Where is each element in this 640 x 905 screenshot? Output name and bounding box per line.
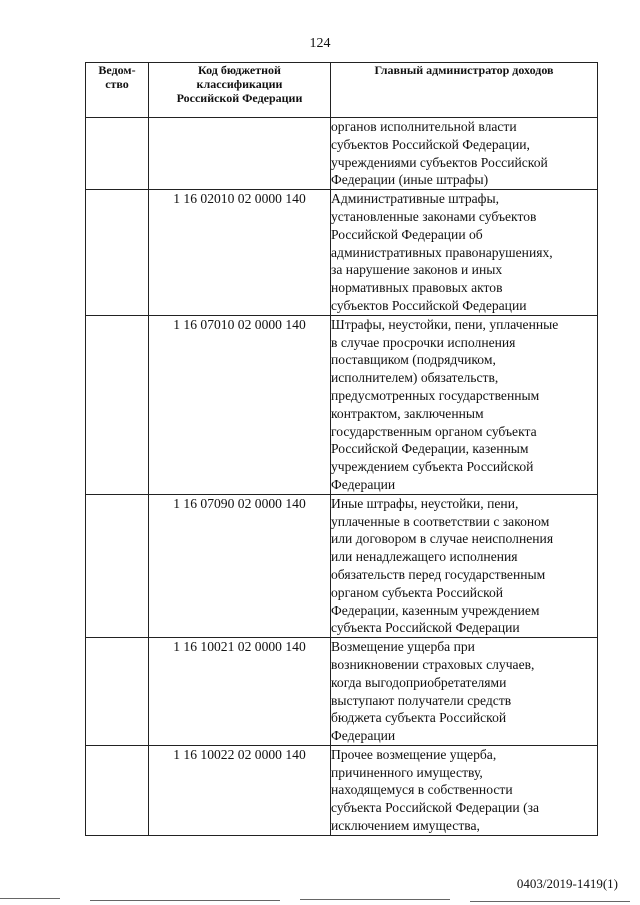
description-line: или договором в случае неисполнения xyxy=(331,531,554,547)
table-body xyxy=(86,118,598,836)
page-number: 124 xyxy=(309,36,331,51)
description-line: Прочее возмещение ущерба, xyxy=(331,746,497,762)
revenue-description-cell xyxy=(331,118,598,190)
header-budget-code xyxy=(149,63,331,118)
header-department-line: ство xyxy=(105,77,129,91)
header-revenue-administrator xyxy=(331,63,598,118)
description-line: учреждениями субъектов Российской xyxy=(331,154,548,170)
description-line: Федерации xyxy=(331,476,396,492)
description-line: Российской Федерации об xyxy=(331,226,483,242)
revenue-description-cell xyxy=(331,315,598,494)
header-department-line: Ведом- xyxy=(98,63,136,77)
revenue-description-cell xyxy=(331,190,598,316)
scan-artifacts xyxy=(0,896,640,905)
description-line: возникновении страховых случаев, xyxy=(331,656,535,672)
description-line: органом субъекта Российской xyxy=(331,584,504,600)
header-budget-code-line: классификации xyxy=(196,77,283,91)
description-line: Российской Федерации, казенным xyxy=(331,441,529,457)
department-cell xyxy=(86,315,149,494)
description-line: субъекта Российской Федерации xyxy=(331,620,520,636)
table-row xyxy=(86,745,598,835)
description-line: Административные штрафы, xyxy=(331,191,499,207)
budget-code-cell: 1 16 02010 02 0000 140 xyxy=(149,190,331,316)
description-line: бюджета субъекта Российской xyxy=(331,710,507,726)
description-line: Штрафы, неустойки, пени, уплаченные xyxy=(331,316,559,332)
scan-speck xyxy=(300,899,450,900)
department-cell xyxy=(86,494,149,637)
table-header xyxy=(86,63,598,118)
description-line: когда выгодоприобретателями xyxy=(331,674,507,690)
description-line: учреждением субъекта Российской xyxy=(331,459,534,475)
table-row xyxy=(86,118,598,190)
description-line: находящемуся в собственности xyxy=(331,782,513,798)
description-line: административных правонарушениях, xyxy=(331,244,553,260)
description-line: исполнителем) обязательств, xyxy=(331,370,499,386)
description-line: Иные штрафы, неустойки, пени, xyxy=(331,495,519,511)
header-budget-code-line: Российской Федерации xyxy=(176,91,303,105)
budget-code-cell: 1 16 07090 02 0000 140 xyxy=(149,494,331,637)
header-revenue-administrator-line: Главный администратор доходов xyxy=(374,63,554,77)
table-row xyxy=(86,494,598,637)
table-row xyxy=(86,638,598,746)
department-cell xyxy=(86,638,149,746)
description-line: Федерации, казенным учреждением xyxy=(331,602,540,618)
description-line: Возмещение ущерба при xyxy=(331,639,475,655)
description-line: выступают получатели средств xyxy=(331,692,512,708)
description-line: исключением имущества, xyxy=(331,818,480,834)
budget-code-cell: 1 16 10021 02 0000 140 xyxy=(149,638,331,746)
header-department xyxy=(86,63,149,118)
scan-speck xyxy=(0,898,60,899)
budget-code-cell: 1 16 10022 02 0000 140 xyxy=(149,745,331,835)
revenue-description-cell xyxy=(331,494,598,637)
description-line: причиненного имуществу, xyxy=(331,764,483,780)
description-line: обязательств перед государственным xyxy=(331,566,546,582)
description-line: предусмотренных государственным xyxy=(331,387,540,403)
description-line: Федерации xyxy=(331,728,396,744)
description-line: уплаченные в соответствии с законом xyxy=(331,513,550,529)
description-line: нормативных правовых актов xyxy=(331,280,503,296)
table-row xyxy=(86,190,598,316)
description-line: органов исполнительной власти xyxy=(331,119,517,134)
revenue-description-cell xyxy=(331,638,598,746)
table-row xyxy=(86,315,598,494)
document-footer-code: 0403/2019-1419(1) xyxy=(516,876,618,891)
budget-classification-table xyxy=(85,62,598,836)
description-line: субъектов Российской Федерации xyxy=(331,297,527,313)
department-cell xyxy=(86,745,149,835)
description-line: в случае просрочки исполнения xyxy=(331,334,516,350)
department-cell xyxy=(86,190,149,316)
description-line: за нарушение законов и иных xyxy=(331,262,503,278)
description-line: государственным органом субъекта xyxy=(331,423,537,439)
department-cell xyxy=(86,118,149,190)
revenue-description-cell xyxy=(331,745,598,835)
description-line: субъекта Российской Федерации (за xyxy=(331,800,539,816)
header-budget-code-line: Код бюджетной xyxy=(198,63,281,77)
budget-code-cell: 1 16 07010 02 0000 140 xyxy=(149,315,331,494)
description-line: Федерации (иные штрафы) xyxy=(331,172,489,188)
description-line: поставщиком (подрядчиком, xyxy=(331,352,496,368)
scan-speck xyxy=(470,901,630,902)
budget-code-cell xyxy=(149,118,331,190)
description-line: или ненадлежащего исполнения xyxy=(331,549,518,565)
scan-speck xyxy=(90,900,280,901)
description-line: установленные законами субъектов xyxy=(331,208,537,224)
description-line: субъектов Российской Федерации, xyxy=(331,136,530,152)
description-line: контрактом, заключенным xyxy=(331,405,484,421)
